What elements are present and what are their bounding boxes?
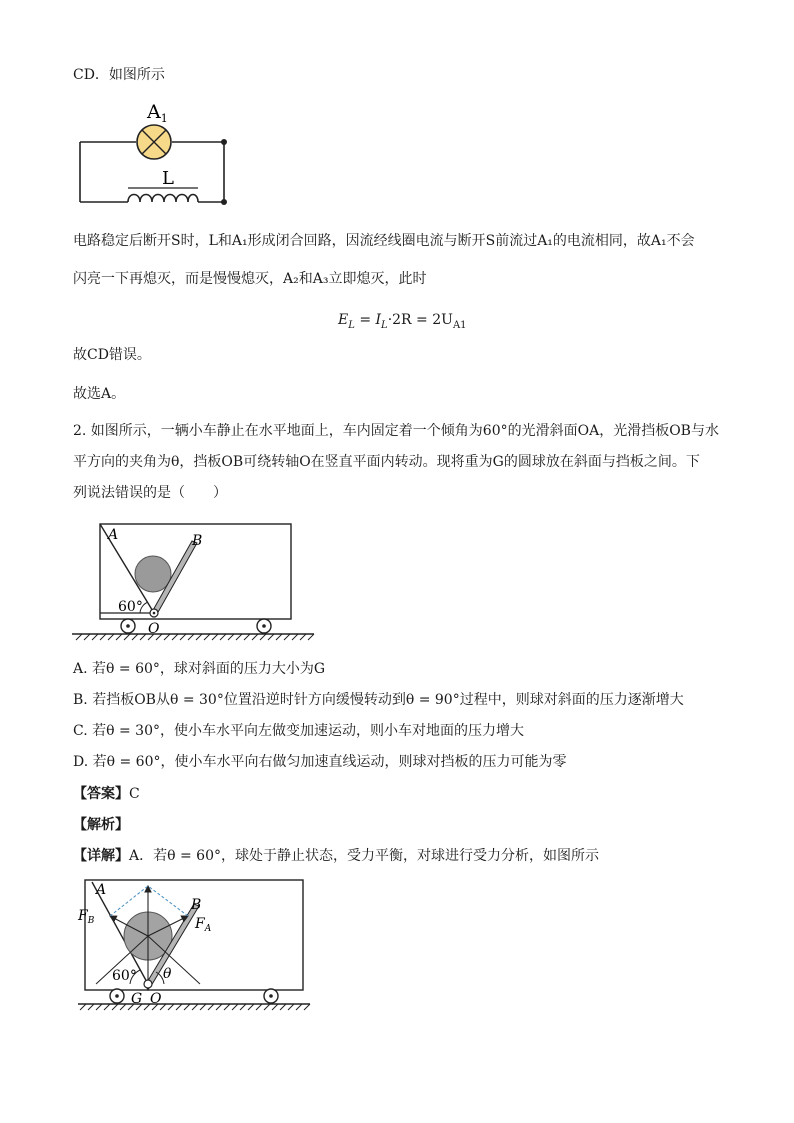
label-a: A [96, 882, 107, 898]
final-choice: 故选A。 [73, 386, 126, 402]
circuit-diagram [70, 96, 240, 208]
ground [72, 634, 314, 640]
answer-value: C [129, 786, 140, 802]
inductor-coil-icon [128, 188, 198, 202]
wheel [121, 619, 135, 633]
q2-stem-line3: 列说法错误的是（ ） [73, 485, 227, 501]
option-a: A. 若θ = 60°，球对斜面的压力大小为G [73, 661, 326, 677]
analysis-tag: 【解析】 [73, 817, 129, 833]
lamp-label: $A_1$ [147, 101, 168, 125]
force-analysis-figure [70, 872, 320, 1014]
answer-tag: 【答案】 [73, 786, 129, 802]
option-b: B. 若挡板OB从θ = 30°位置沿逆时针方向缓慢转动到θ = 90°过程中，则球对斜面的压力逐渐增大 [73, 692, 684, 708]
ball [135, 556, 171, 592]
option-c: C. 若θ = 30°，使小车水平向左做变加速运动，则小车对地面的压力增大 [73, 723, 524, 739]
junction-dot [221, 139, 227, 145]
detail-text: A．若θ = 60°，球处于静止状态，受力平衡，对球进行受力分析，如图所示 [129, 848, 599, 864]
label-g: G [131, 991, 143, 1007]
label-fa: $F_A$ [195, 916, 212, 934]
detail-line [73, 846, 599, 866]
formula: $E_L = I_L\cdot 2R = 2U_{A1}$ [338, 312, 467, 331]
inductor-label: L [162, 168, 174, 189]
label-fb: $F_B$ [78, 908, 95, 926]
cd-conclusion: 故CD错误。 [73, 347, 151, 363]
wheel [257, 619, 271, 633]
cd-heading: CD．如图所示 [73, 67, 165, 83]
label-a: A [108, 527, 119, 543]
wheel [264, 989, 278, 1003]
label-b: B [192, 533, 203, 549]
junction-dot [221, 199, 227, 205]
option-d: D. 若θ = 60°，使小车水平向右做匀加速直线运动，则球对挡板的压力可能为零 [73, 754, 567, 770]
cd-explanation-line2: 闪亮一下再熄灭，而是慢慢熄灭，A₂和A₃立即熄灭，此时 [73, 271, 427, 287]
ground [78, 1004, 310, 1010]
angle-label: 60° [118, 599, 143, 615]
label-b: B [191, 897, 202, 913]
detail-tag: 【详解】 [73, 848, 129, 864]
q2-stem-line2: 平方向的夹角为θ，挡板OB可绕转轴O在竖直平面内转动。现将重为G的圆球放在斜面与挡板之间。下 [73, 454, 700, 470]
cart-figure [70, 518, 320, 642]
answer-line [73, 784, 140, 804]
theta-label: θ [163, 966, 172, 982]
label-o: O [150, 991, 162, 1007]
lamp-icon [137, 125, 171, 159]
pivot-o [144, 980, 152, 988]
q2-stem-line1: 2. 如图所示，一辆小车静止在水平地面上，车内固定着一个倾角为60°的光滑斜面OA，光滑挡板OB与水 [73, 423, 719, 439]
wheel [110, 989, 124, 1003]
angle-label: 60° [112, 968, 137, 984]
cd-explanation-line1: 电路稳定后断开S时，L和A₁形成闭合回路，因流经线圈电流与断开S前流过A₁的电流相同，故A₁不会 [73, 233, 695, 249]
label-o: O [148, 621, 160, 637]
